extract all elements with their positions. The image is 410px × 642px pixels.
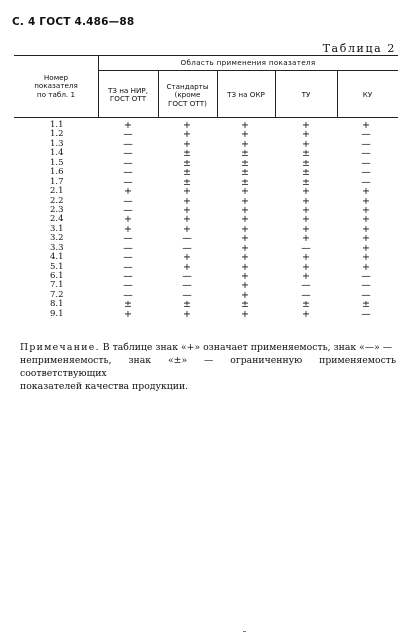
applicability-mark: — <box>361 308 371 320</box>
applicability-mark: + <box>183 195 191 207</box>
applicability-mark: — <box>182 271 192 282</box>
note-line2: неприменяемость, знак «±» — ограниченную применяемость соответствующих <box>20 355 396 379</box>
row-header-line: Номер <box>43 73 69 82</box>
applicability-mark: ± <box>241 176 249 188</box>
applicability-mark: — <box>123 280 133 292</box>
table-row <box>20 234 400 243</box>
row-number: 1.7 <box>50 176 64 187</box>
row-number: 2.3 <box>50 204 64 215</box>
applicability-mark: ± <box>302 167 310 179</box>
row-number: 7.2 <box>50 289 64 300</box>
applicability-mark: — <box>123 252 133 264</box>
applicability-mark: — <box>123 271 133 282</box>
table-row <box>20 215 400 224</box>
applicability-mark: ± <box>124 299 132 311</box>
applicability-mark: ± <box>241 299 249 311</box>
column-header-line: ТУ <box>301 90 311 99</box>
applicability-mark: ± <box>241 157 249 169</box>
applicability-mark: + <box>302 233 310 245</box>
row-number: 8.1 <box>50 299 64 310</box>
applicability-mark: ± <box>302 157 310 169</box>
table-row <box>20 178 400 187</box>
applicability-mark: + <box>124 214 132 226</box>
applicability-mark: — <box>123 233 133 245</box>
applicability-mark: — <box>123 176 133 188</box>
row-number: 1.5 <box>50 157 64 168</box>
applicability-mark: — <box>361 148 371 160</box>
applicability-mark: — <box>123 167 133 179</box>
applicability-mark: ± <box>302 176 310 188</box>
applicability-mark: + <box>302 214 310 226</box>
applicability-mark: + <box>124 308 132 320</box>
applicability-mark: + <box>362 242 370 254</box>
column-header-line: ТЗ на ОКР <box>227 90 265 99</box>
row-number: 4.1 <box>50 252 64 263</box>
table-row <box>20 149 400 158</box>
applicability-mark: — <box>182 233 192 245</box>
row-header-line: показателя <box>34 81 78 91</box>
row-number: 1.4 <box>50 148 64 159</box>
applicability-mark: + <box>241 186 249 198</box>
applicability-mark: — <box>301 289 311 301</box>
row-header-line: по табл. 1 <box>36 89 76 99</box>
column-header-tu <box>275 91 337 99</box>
applicability-mark: + <box>302 308 310 320</box>
applicability-mark: + <box>183 138 191 150</box>
applicability-mark: — <box>361 157 371 169</box>
applicability-mark: — <box>123 157 133 169</box>
applicability-mark: — <box>301 280 311 292</box>
applicability-mark: — <box>123 204 133 216</box>
row-number: 1.6 <box>50 167 64 178</box>
table-row <box>20 272 400 281</box>
applicability-mark: + <box>362 195 370 207</box>
applicability-mark: + <box>362 120 370 131</box>
group-header-rule <box>98 70 398 71</box>
table-row <box>20 291 400 300</box>
applicability-mark: + <box>302 186 310 198</box>
applicability-mark: + <box>124 223 132 235</box>
applicability-mark: + <box>183 308 191 320</box>
applicability-mark: + <box>241 252 249 264</box>
table-row <box>20 310 400 319</box>
applicability-mark: — <box>361 280 371 292</box>
applicability-mark: + <box>241 271 249 282</box>
applicability-mark: — <box>361 129 371 141</box>
applicability-mark: + <box>124 120 132 131</box>
applicability-mark: + <box>241 289 249 301</box>
applicability-mark: + <box>362 223 370 235</box>
applicability-mark: — <box>361 176 371 188</box>
row-number: 3.1 <box>50 223 64 234</box>
column-header-line: КУ <box>362 90 373 99</box>
table-row <box>20 300 400 309</box>
table-row <box>20 206 400 215</box>
applicability-mark: + <box>362 261 370 273</box>
row-number: 1.3 <box>50 138 64 149</box>
column-header-tz-okr <box>217 91 275 99</box>
table-row <box>20 281 400 290</box>
applicability-mark: ± <box>362 299 370 311</box>
applicability-mark: — <box>123 289 133 301</box>
applicability-mark: + <box>241 242 249 254</box>
row-number: 7.1 <box>50 280 64 291</box>
applicability-mark: — <box>123 138 133 150</box>
page-dot <box>243 631 246 632</box>
applicability-mark: + <box>302 261 310 273</box>
group-header: Область применения показателя <box>180 58 316 67</box>
row-header <box>14 74 98 99</box>
applicability-mark: — <box>361 271 371 282</box>
table-row <box>20 263 400 272</box>
applicability-mark: + <box>183 252 191 264</box>
applicability-mark: + <box>302 120 310 131</box>
applicability-mark: ± <box>183 157 191 169</box>
applicability-mark: — <box>361 167 371 179</box>
applicability-mark: + <box>241 195 249 207</box>
column-header-line: ГОСТ ОТТ <box>109 94 147 104</box>
applicability-mark: + <box>362 214 370 226</box>
applicability-mark: ± <box>183 299 191 311</box>
row-number: 3.3 <box>50 242 64 253</box>
row-number: 1.2 <box>50 129 64 140</box>
applicability-mark: + <box>241 129 249 141</box>
column-header-line: (кроме <box>174 90 201 100</box>
table-row <box>20 159 400 168</box>
column-header-standards <box>158 83 217 108</box>
applicability-mark: + <box>241 214 249 226</box>
applicability-mark: ± <box>241 167 249 179</box>
row-number: 3.2 <box>50 233 64 244</box>
column-header-tz-nir <box>98 87 158 104</box>
applicability-mark: ± <box>183 176 191 188</box>
applicability-mark: — <box>361 289 371 301</box>
row-number: 9.1 <box>50 308 64 319</box>
applicability-mark: — <box>182 280 192 292</box>
applicability-mark: ± <box>183 167 191 179</box>
applicability-mark: — <box>301 242 311 254</box>
note-line1: В таблице знак «+» означает применяемость, знак «—» — <box>99 342 393 353</box>
note-lead: Примечание. <box>20 342 100 353</box>
applicability-mark: + <box>302 223 310 235</box>
table-row <box>20 140 400 149</box>
applicability-mark: + <box>241 308 249 320</box>
applicability-mark: + <box>302 138 310 150</box>
applicability-mark: + <box>241 223 249 235</box>
applicability-mark: + <box>183 223 191 235</box>
table-row <box>20 225 400 234</box>
applicability-mark: + <box>183 204 191 216</box>
applicability-mark: + <box>302 271 310 282</box>
applicability-mark: — <box>123 195 133 207</box>
applicability-mark: + <box>183 261 191 273</box>
applicability-mark: + <box>302 252 310 264</box>
row-number: 2.1 <box>50 186 64 197</box>
applicability-mark: — <box>123 129 133 141</box>
header-bottom-rule <box>14 117 398 118</box>
table-row <box>20 168 400 177</box>
applicability-mark: ± <box>183 148 191 160</box>
applicability-mark: + <box>302 195 310 207</box>
applicability-mark: — <box>182 289 192 301</box>
applicability-mark: + <box>241 233 249 245</box>
applicability-mark: + <box>362 233 370 245</box>
applicability-mark: + <box>302 129 310 141</box>
row-number: 2.2 <box>50 195 64 206</box>
applicability-mark: — <box>123 148 133 160</box>
row-number: 2.4 <box>50 214 64 225</box>
table-note <box>20 341 396 393</box>
table-row <box>20 253 400 262</box>
applicability-mark: + <box>362 252 370 264</box>
applicability-mark: ± <box>302 148 310 160</box>
table-row <box>20 187 400 196</box>
applicability-mark: + <box>124 186 132 198</box>
applicability-mark: + <box>362 204 370 216</box>
row-number: 5.1 <box>50 261 64 272</box>
applicability-mark: — <box>123 242 133 254</box>
applicability-mark: + <box>241 138 249 150</box>
row-number: 1.1 <box>50 120 64 130</box>
column-header-line: ГОСТ ОТТ) <box>168 98 207 108</box>
applicability-mark: + <box>183 214 191 226</box>
applicability-mark: — <box>361 138 371 150</box>
applicability-mark: + <box>241 261 249 273</box>
table-row <box>20 244 400 253</box>
applicability-mark: + <box>362 186 370 198</box>
applicability-mark: + <box>183 129 191 141</box>
note-line3: показателей качества продукции. <box>20 381 189 392</box>
applicability-mark: + <box>183 186 191 198</box>
table-row <box>20 130 400 139</box>
column-header-ku <box>337 91 398 99</box>
applicability-mark: ± <box>241 148 249 160</box>
column-header-line: ТЗ на НИР, <box>107 86 149 95</box>
applicability-mark: + <box>241 120 249 131</box>
page-header: С. 4 ГОСТ 4.486—88 <box>12 16 135 28</box>
applicability-mark: — <box>182 242 192 254</box>
applicability-mark: + <box>241 204 249 216</box>
table-top-rule <box>14 55 398 56</box>
table-row <box>20 197 400 206</box>
applicability-mark: + <box>241 280 249 292</box>
applicability-mark: — <box>123 261 133 273</box>
applicability-mark: + <box>302 204 310 216</box>
column-header-line: Стандарты <box>166 82 209 91</box>
table-body <box>20 121 400 319</box>
row-number: 6.1 <box>50 271 64 281</box>
table-row <box>20 121 400 130</box>
applicability-mark: ± <box>302 299 310 311</box>
table-caption: Таблица 2 <box>322 42 396 55</box>
applicability-mark: + <box>183 120 191 131</box>
